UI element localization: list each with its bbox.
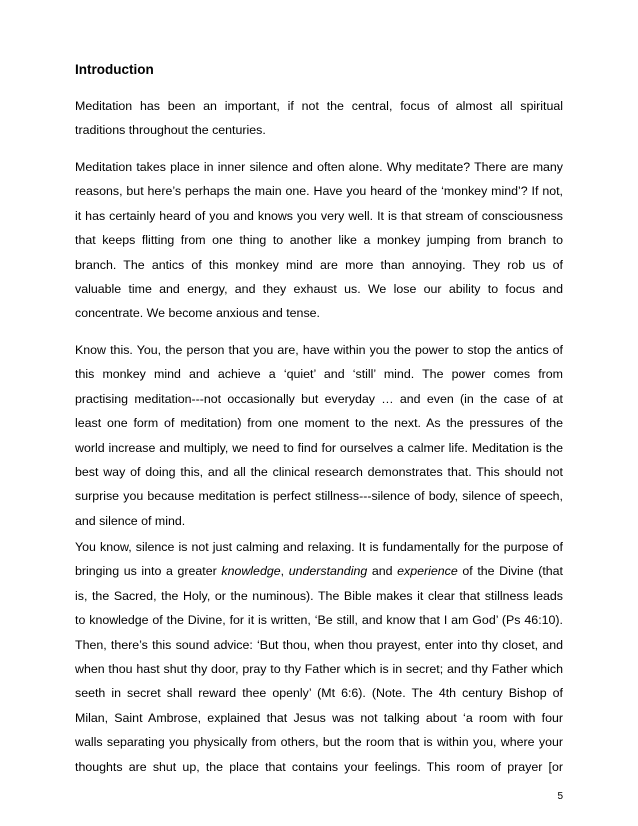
text-segment: , [280,564,289,579]
paragraph-3 [75,341,563,536]
text-line: this monkey mind and achieve a ‘quiet’ and ‘still’ mind. The power comes from [75,367,563,382]
text-line: concentrate. We become anxious and tense. [75,306,320,321]
paragraph-1 [75,97,563,146]
text-line: when thou hast shut thy door, pray to thy Father which is in secret; and thy Father which [75,661,563,676]
text-line: best way of doing this, and all the clinical research demonstrates that. This should not [75,464,563,479]
text-line: it has certainly heard of you and knows you very well. It is that stream of consciousness [75,208,563,223]
text-segment: and [367,564,398,579]
text-line: seeth in secret shall reward thee openly’ (Mt 6:6). (Note. The 4th century Bishop of [75,686,563,701]
text-line: valuable time and energy, and they exhaust us. We lose our ability to focus and [75,281,563,296]
text-line: thoughts are shut up, the place that contains your feelings. This room of prayer [or [75,759,563,774]
text-line: and silence of mind. [75,513,186,528]
text-line: surprise you because meditation is perfect stillness---silence of body, silence of speech, [75,489,563,504]
paragraph-4 [75,538,563,782]
text-line: You know, silence is not just calming and relaxing. It is fundamentally for the purpose of [75,540,563,554]
text-line: Meditation takes place in inner silence and often alone. Why meditate? There are many [75,160,563,174]
text-line: Milan, Saint Ambrose, explained that Jesus was not talking about ‘a room with four [75,710,563,725]
section-heading: Introduction [75,62,154,77]
text-line: practising meditation---not occasionally but everyday … and even (in the case of at [75,391,563,406]
paragraph-2 [75,158,563,329]
italic-term-experience: experience [397,564,458,579]
text-line: Know this. You, the person that you are, have within you the power to stop the antics of [75,343,563,357]
text-segment: of the Divine (that [457,564,564,579]
text-line: least one form of meditation) from one moment to the next. As the pressures of the [75,416,563,431]
text-line: branch. The antics of this monkey mind are more than annoying. They rob us of [75,257,563,272]
text-line: is, the Sacred, the Holy, or the numinous). The Bible makes it clear that stillness leads [75,588,563,603]
italic-term-understanding: understanding [288,564,368,579]
text-line: Meditation has been an important, if not the central, focus of almost all spiritual [75,99,563,113]
text-line: Then, there’s this sound advice: ‘But thou, when thou prayest, enter into thy closet, and [75,637,563,652]
page-number: 5 [557,791,563,802]
text-line: traditions throughout the centuries. [75,123,266,138]
text-segment: bringing us into a greater [75,564,222,579]
text-line: walls separating you physically from others, but the room that is within you, where your [75,735,563,750]
text-line: world increase and multiply, we need to find for ourselves a calmer life. Meditation is the [75,440,563,455]
text-line: reasons, but here’s perhaps the main one. Have you heard of the ‘monkey mind’? If not, [75,184,563,199]
text-line-with-italics [75,562,563,586]
italic-term-knowledge: knowledge [221,564,281,579]
text-line: that keeps flitting from one thing to another like a monkey jumping from branch to [75,233,563,248]
text-line: to knowledge of the Divine, for it is written, ‘Be still, and know that I am God’ (Ps 46:10). [75,613,563,628]
